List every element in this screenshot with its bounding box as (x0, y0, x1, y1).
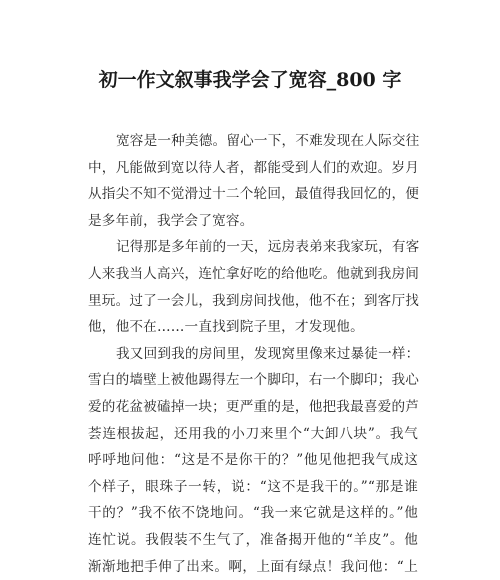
text-line: 我又回到我的房间里，发现窝里像来过暴徒一样： (88, 341, 418, 368)
text-line: 中，凡能做到宽以待人者，都能受到人们的欢迎。岁月 (88, 155, 418, 182)
text-line: 是多年前，我学会了宽容。 (88, 208, 418, 235)
text-line: 记得那是多年前的一天，远房表弟来我家玩，有客 (88, 234, 418, 261)
page-title: 初一作文叙事我学会了宽容_800 字 (0, 66, 500, 94)
text-line: 宽容是一种美德。留心一下，不难发现在人际交往 (88, 128, 418, 155)
text-line: 从指尖不知不觉滑过十二个轮回，最值得我回忆的，便 (88, 181, 418, 208)
text-line: 荟连根拔起，还用我的小刀来里个“大卸八块”。我气 (88, 421, 418, 448)
text-line: 里玩。过了一会儿，我到房间找他，他不在；到客厅找 (88, 288, 418, 315)
text-line: 渐渐地把手伸了出来。啊，上面有绿点！我问他：“上 (88, 554, 418, 580)
text-line: 呼呼地问他：“这是不是你干的？”他见他把我气成这 (88, 447, 418, 474)
text-line: 他，他不在……一直找到院子里，才发现他。 (88, 314, 418, 341)
text-line: 干的？”我不依不饶地问。“我一来它就是这样的。”他 (88, 500, 418, 527)
text-line: 雪白的墙壁上被他踢得左一个脚印，右一个脚印；我心 (88, 367, 418, 394)
text-line: 连忙说。我假装不生气了，准备揭开他的“羊皮”。他 (88, 527, 418, 554)
text-line: 个样子，眼珠子一转，说：“这不是我干的。”“那是谁 (88, 474, 418, 501)
text-line: 爱的花盆被磕掉一块；更严重的是，他把我最喜爱的芦 (88, 394, 418, 421)
paragraph-2 (88, 234, 418, 340)
text-line: 人来我当人高兴，连忙拿好吃的给他吃。他就到我房间 (88, 261, 418, 288)
article-body (88, 128, 418, 580)
paragraph-3 (88, 341, 418, 580)
paragraph-1 (88, 128, 418, 234)
